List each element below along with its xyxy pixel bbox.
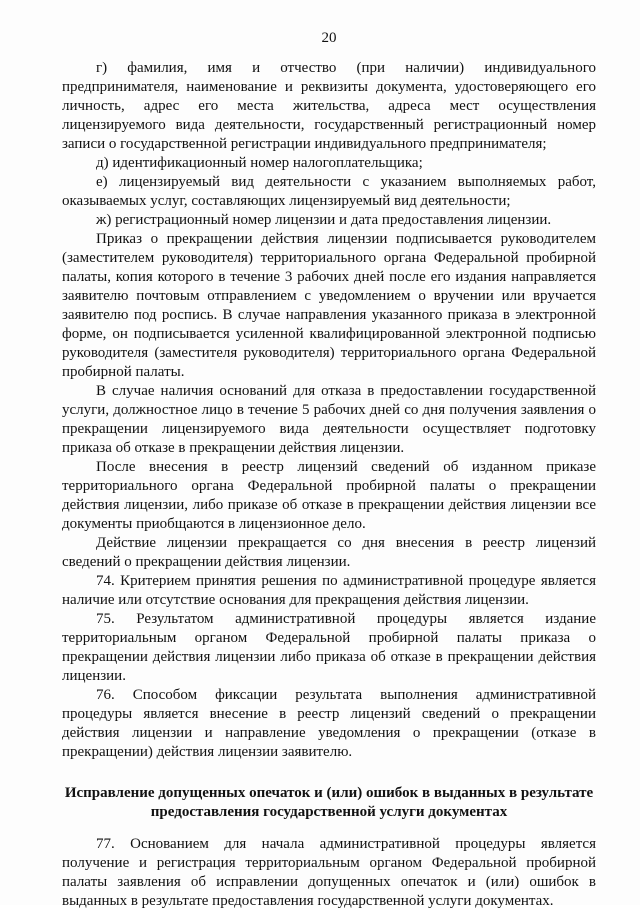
page-number: 20 [321, 30, 337, 46]
paragraph-order-signing: Приказ о прекращении действия лицензии подписывается руководителем (заместителем руководителя) территориального органа Федеральной пробирной палаты, копия которого в течение 3 рабочих дней после его издания направляется заявителю почтовым отправлением с уведомлением о вручении или вручается заявителю под роспись. В случае направления указанного приказа в электронной форме, он подписывается усиленной квалифицированной электронной подписью руководителя (заместителя руководителя) территориального органа Федеральной пробирной палаты. [62, 231, 596, 380]
paragraph-termination-effect: Действие лицензии прекращается со дня внесения в реестр лицензий сведений о прекращении действия лицензии. [62, 535, 596, 570]
document-body-bottom [62, 835, 596, 911]
paragraph-76: 76. Способом фиксации результата выполнения административной процедуры является внесение в реестр лицензий сведений о прекращении действия лицензии и направление уведомления о прекращении (отказе в прекращении) действия лицензии заявителю. [62, 687, 596, 760]
paragraph-75: 75. Результатом административной процедуры является издание территориальным органом Федеральной пробирной палаты приказа о прекращении действия лицензии либо приказа об отказе в прекращении действия лицензии. [62, 611, 596, 684]
paragraph-74: 74. Критерием принятия решения по административной процедуре является наличие или отсутствие основания для прекращения действия лицензии. [62, 573, 596, 608]
paragraph-item-d: д) идентификационный номер налогоплательщика; [96, 155, 423, 171]
paragraph-item-e: е) лицензируемый вид деятельности с указанием выполняемых работ, оказываемых услуг, составляющих лицензируемый вид деятельности; [62, 174, 596, 209]
paragraph-registry-entry: После внесения в реестр лицензий сведений об изданном приказе территориального органа Федеральной пробирной палаты о прекращении действия лицензии, либо приказе об отказе в прекращении действия лицензии все документы приобщаются в лицензионное дело. [62, 459, 596, 532]
paragraph-item-g: г) фамилия, имя и отчество (при наличии) индивидуального предпринимателя, наименование и реквизиты документа, удостоверяющего его личность, адрес его места жительства, адреса мест осуществления лицензируемого вида деятельности, государственный регистрационный номер записи о государственной регистрации индивидуального предпринимателя; [62, 60, 596, 152]
document-body-top [62, 59, 596, 762]
paragraph-77: 77. Основанием для начала административной процедуры является получение и регистрация территориальным органом Федеральной пробирной палаты заявления об исправлении допущенных опечаток и (или) ошибок в выданных в результате предоставления государственной услуги документах. [62, 836, 596, 909]
section-heading-line-2: предоставления государственной услуги документах [150, 804, 508, 820]
section-heading-line-1: Исправление допущенных опечаток и (или) ошибок в выданных в результате [64, 785, 594, 801]
paragraph-refusal-grounds: В случае наличия оснований для отказа в предоставлении государственной услуги, должностное лицо в течение 5 рабочих дней со дня получения заявления о прекращении лицензируемого вида деятельности осуществляет подготовку приказа об отказе в прекращении действия лицензии. [62, 383, 596, 456]
paragraph-item-zh: ж) регистрационный номер лицензии и дата предоставления лицензии. [96, 212, 552, 228]
section-heading [62, 784, 596, 822]
